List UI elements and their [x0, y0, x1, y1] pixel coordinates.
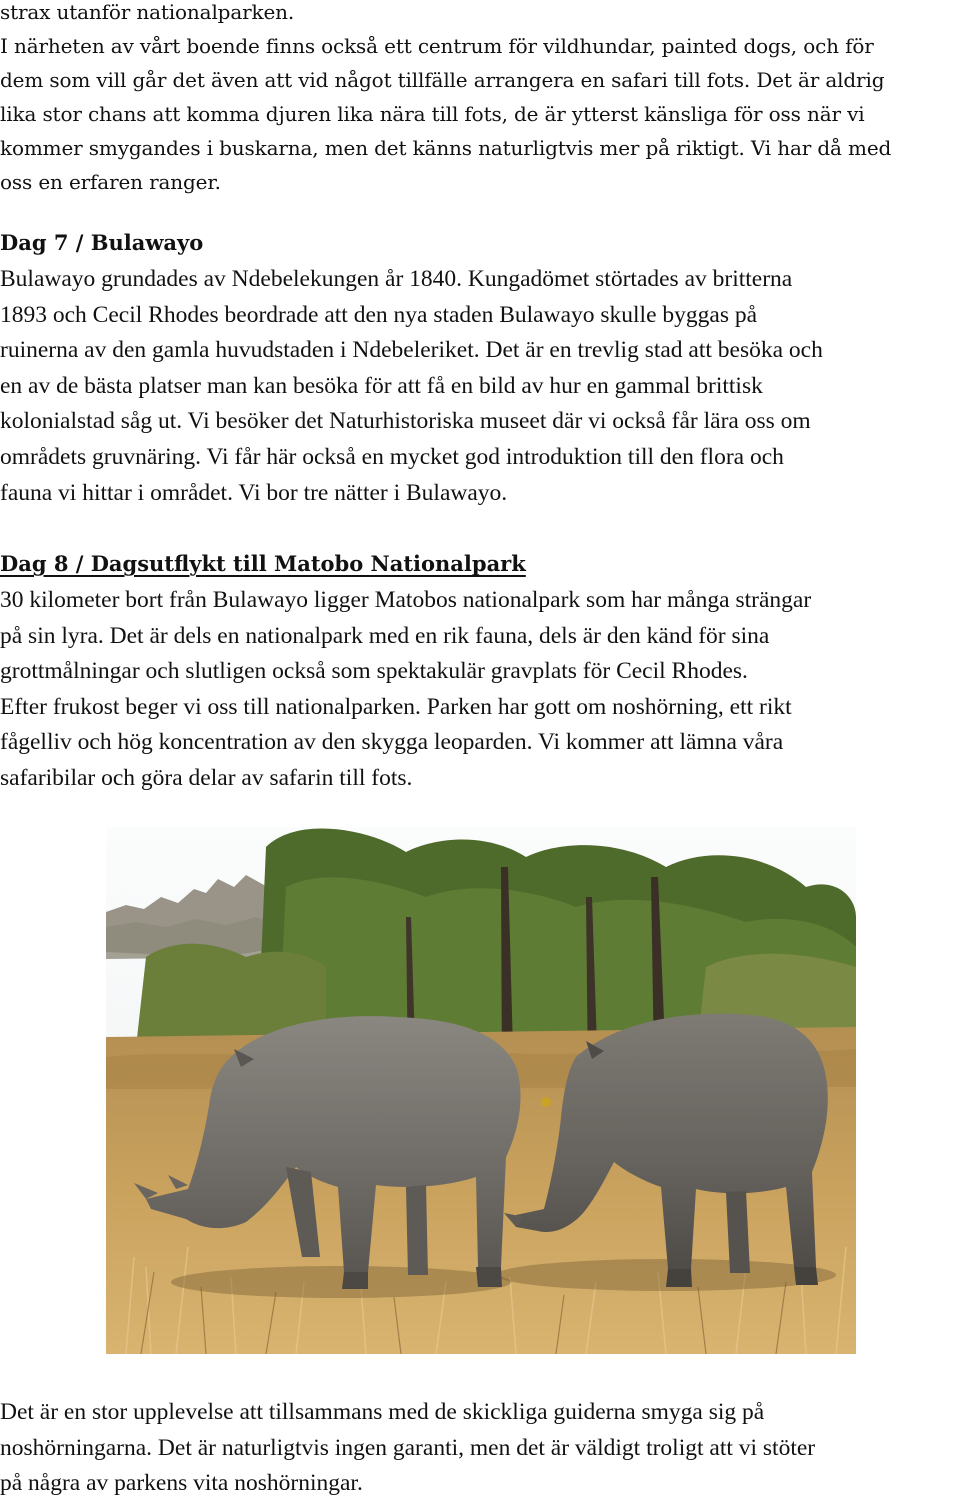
rhinos-photo	[106, 827, 856, 1354]
day8-paragraph	[0, 583, 958, 797]
text-line: safaribilar och göra delar av safarin till fots.	[0, 764, 413, 791]
text-line: noshörningarna. Det är naturligtvis ingen garanti, men det är väldigt troligt att vi stöter	[0, 1434, 816, 1461]
text-line: fauna vi hittar i området. Vi bor tre nätter i Bulawayo.	[0, 479, 508, 506]
rhinos-illustration	[106, 827, 856, 1354]
text-line: oss en erfaren ranger.	[0, 170, 221, 194]
text-line: en av de bästa platser man kan besöka för att få en bild av hur en gammal brittisk	[0, 372, 763, 399]
intro-paragraph	[0, 0, 958, 199]
text-line: fågelliv och hög koncentration av den skygga leoparden. Vi kommer att lämna våra	[0, 729, 784, 756]
day8-heading: Dag 8 / Dagsutflykt till Matobo Nationalpark	[0, 551, 526, 576]
text-line: 30 kilometer bort från Bulawayo ligger Matobos nationalpark som har många strängar	[0, 587, 812, 613]
text-line: områdets gruvnäring. Vi får här också en mycket god introduktion till den flora och	[0, 443, 784, 470]
day7-paragraph	[0, 262, 958, 511]
text-line: kolonialstad såg ut. Vi besöker det Naturhistoriska museet där vi också får lära oss om	[0, 408, 811, 435]
text-line: på sin lyra. Det är dels en nationalpark med en rik fauna, dels är den känd för sina	[0, 622, 770, 649]
text-line: Efter frukost beger vi oss till nationalparken. Parken har gott om noshörning, ett rikt	[0, 693, 792, 720]
text-line: I närheten av vårt boende finns också ett centrum för vildhundar, painted dogs, och för	[0, 34, 874, 58]
closing-paragraph	[0, 1395, 958, 1502]
text-line: dem som vill går det även att vid något tillfälle arrangera en safari till fots. Det är aldrig	[0, 68, 885, 92]
text-line: lika stor chans att komma djuren lika nära till fots, de är ytterst känsliga för oss när vi	[0, 102, 865, 126]
text-line: 1893 och Cecil Rhodes beordrade att den nya staden Bulawayo skulle byggas på	[0, 301, 758, 328]
text-line: ruinerna av den gamla huvudstaden i Ndebeleriket. Det är en trevlig stad att besöka och	[0, 337, 823, 364]
text-line: Bulawayo grundades av Ndebelekungen år 1840. Kungadömet störtades av britterna	[0, 266, 793, 292]
text-line: strax utanför nationalparken.	[0, 0, 295, 24]
text-line: kommer smygandes i buskarna, men det känns naturligtvis mer på riktigt. Vi har då med	[0, 136, 892, 160]
text-line: Det är en stor upplevelse att tillsammans med de skickliga guiderna smyga sig på	[0, 1399, 765, 1425]
text-line: på några av parkens vita noshörningar.	[0, 1470, 363, 1497]
text-line: grottmålningar och slutligen också som spektakulär gravplats för Cecil Rhodes.	[0, 658, 748, 685]
day7-heading: Dag 7 / Bulawayo	[0, 230, 204, 255]
